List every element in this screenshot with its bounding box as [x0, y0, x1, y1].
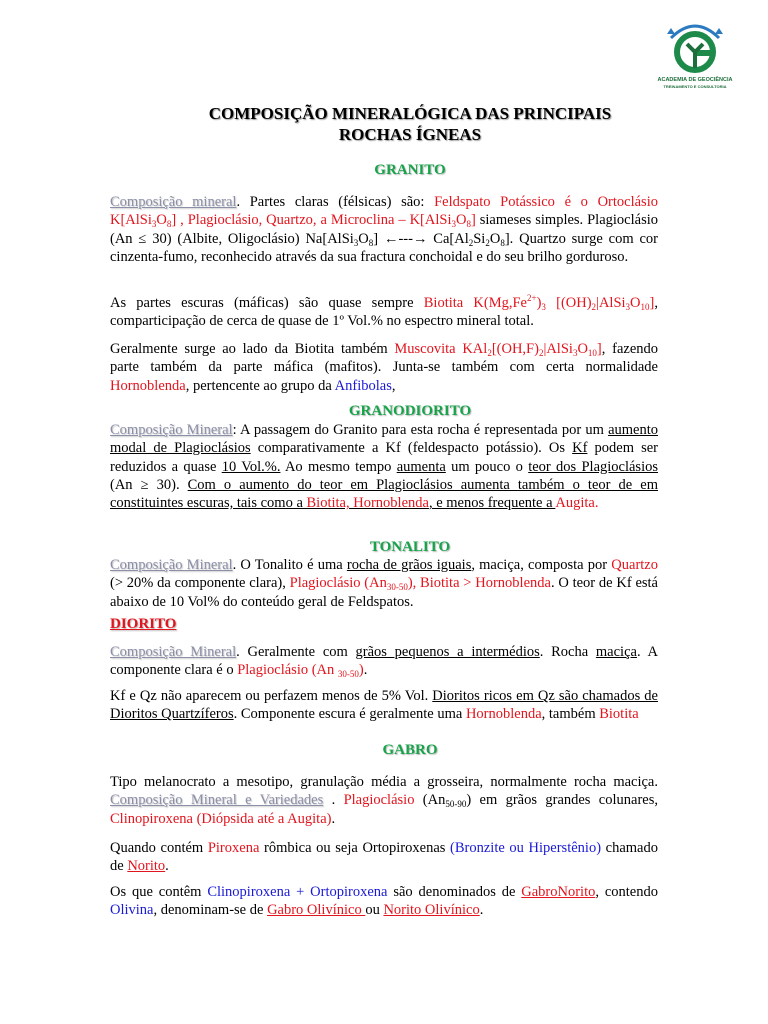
granito-paragraph-1: Composição mineral. Partes claras (félsicas) são: Feldspato Potássico é o Ortoclásio $K[AlSi_3O_8]$ , Plagioclásio, Quartzo, a Microclina – $K[AlSi_3O_8]$ siameses simples. Plagioclásio (An ≤ 30) (Albite, Oligoclásio) $Na[AlSi_3O_8]$ ←---→ $Ca[Al_2Si_2O_8]$. Quartzo surge com cor cinzenta-fumo, reconhecido através da sua fractura conchoidal e do seu brilho gorduroso.	[110, 194, 658, 265]
gabro-heading: GABRO	[382, 742, 438, 758]
logo-emblem-icon	[637, 10, 753, 78]
gabro-paragraph-1: Tipo melanocrato a mesotipo, granulação média a grosseira, normalmente rocha maciça. Composição Mineral e Variedades . Plagioclásio $(An_{50-90})$ em grãos grandes colunares, Clinopiroxena (Diópsida até a Augita).	[110, 774, 658, 827]
granito-paragraph-3: Geralmente surge ao lado da Biotita também Muscovita $KAl_2[(OH,F)_2|AlSi_3O_{10}]$, fazendo parte também da parte máfica (mafitos). Junta-se também com certa normalidade Hornoblenda, pertencente ao grupo da Anfibolas,	[110, 341, 659, 394]
anfibolas: Anfibolas	[334, 377, 392, 394]
hornoblenda: Hornoblenda	[110, 377, 186, 394]
biotita-formula: Biotita $K(Mg,Fe^{2+})_3$ $[(OH)_2|AlSi_3O_{10}]$	[423, 293, 655, 312]
augita: Augita.	[555, 495, 599, 512]
diorito-heading: DIORITO	[110, 616, 177, 632]
gabro-label: Composição Mineral e Variedades	[110, 792, 324, 809]
gabro-paragraph-2: Quando contém Piroxena rômbica ou seja Ortopiroxenas (Bronzite ou Hiperstênio) chamado de Norito.	[110, 840, 658, 875]
granodiorito-paragraph: Composição Mineral: A passagem do Granito para esta rocha é representada por um aumento modal de Plagioclásios comparativamente a Kf (feldespacto potássio). Os Kf podem ser reduzidos a quase 10 Vol.%. Ao mesmo tempo aumenta um pouco o teor dos Plagioclásios (An ≥ 30). Com o aumento do teor em Plagioclásios aumenta também o teor de em constituintes escuras, tais como a Biotita, Hornoblenda, e menos frequente a Augita.	[110, 422, 659, 512]
granito-felsic-minerals: Feldspato Potássico é o Ortoclásio $K[AlSi_3O_8]$ , Plagioclásio, Quartzo, a Microclina – $K[AlSi_3O_8]$	[110, 194, 658, 230]
title-line-1: COMPOSIÇÃO MINERALÓGICA DAS PRINCIPAIS	[208, 104, 612, 123]
granodiorito-heading: GRANODIORITO	[348, 403, 472, 419]
diorito-plagioclasio: Plagioclásio (An $_{30-50}$)	[237, 662, 364, 680]
tonalito-label: Composição Mineral	[110, 557, 233, 573]
document-title	[110, 103, 710, 145]
academia-logo	[637, 10, 753, 98]
diorito-label: Composição Mineral	[110, 644, 237, 660]
logo-subtitle: TREINAMENTO E CONSULTORIA	[663, 84, 727, 89]
diorito-paragraph-2: Kf e Qz não aparecem ou perfazem menos de 5% Vol. Dioritos ricos em Qz são chamados de Dioritos Quartzíferos. Componente escura é geralmente uma Hornoblenda, também Biotita	[110, 688, 658, 723]
text: siameses simples. Plagioclásio (An ≤ 30) (Albite, Oligoclásio) Na[AlSi	[110, 212, 658, 247]
text: . Partes claras (félsicas) são:	[236, 194, 435, 210]
granito-heading: GRANITO	[374, 162, 446, 178]
tonalito-paragraph: Composição Mineral. O Tonalito é uma rocha de grãos iguais, maciça, composta por Quartzo (> 20% da componente clara), Plagioclásio $(An_{30-50})$, Biotita > Hornoblenda. O teor de Kf está abaixo de 10 Vol% do conteúdo geral de Feldspatos.	[110, 557, 658, 610]
muscovita-formula: Muscovita $KAl_2[(OH,F)_2|AlSi_3O_{10}]$	[394, 341, 602, 358]
gabro-paragraph-3: Os que contêm Clinopiroxena + Ortopiroxena são denominados de GabroNorito, contendo Olivina, denominam-se de Gabro Olivínico ou Norito Olivínico.	[110, 884, 658, 919]
title-line-2: ROCHAS ÍGNEAS	[338, 125, 482, 144]
tonalito-heading: TONALITO	[369, 539, 451, 555]
diorito-paragraph-1: Composição Mineral. Geralmente com grãos pequenos a intermédios. Rocha maciça. A componente clara é o Plagioclásio (An $_{30-50}$).	[110, 644, 658, 680]
granito-paragraph-2: As partes escuras (máficas) são quase sempre Biotita $K(Mg,Fe^{2+})_3$ $[(OH)_2|AlSi_3O_{10}]$, comparticipação de cerca de quase de 1º Vol.% no espectro mineral total.	[110, 293, 658, 330]
granito-label: Composição mineral	[110, 194, 237, 210]
logo-name: ACADEMIA DE GEOCIÊNCIA	[657, 77, 733, 83]
granodiorito-underlined-sentence: Com o aumento do teor em Plagioclásios aumenta também o teor de em constituintes escuras, tais como a Biotita, Hornoblenda, e menos frequente a	[110, 476, 658, 512]
granodiorito-label: Composição Mineral	[110, 422, 233, 438]
tonalito-plagioclasio: Plagioclásio $(An_{30-50})$, Biotita > Hornoblenda	[289, 575, 551, 593]
